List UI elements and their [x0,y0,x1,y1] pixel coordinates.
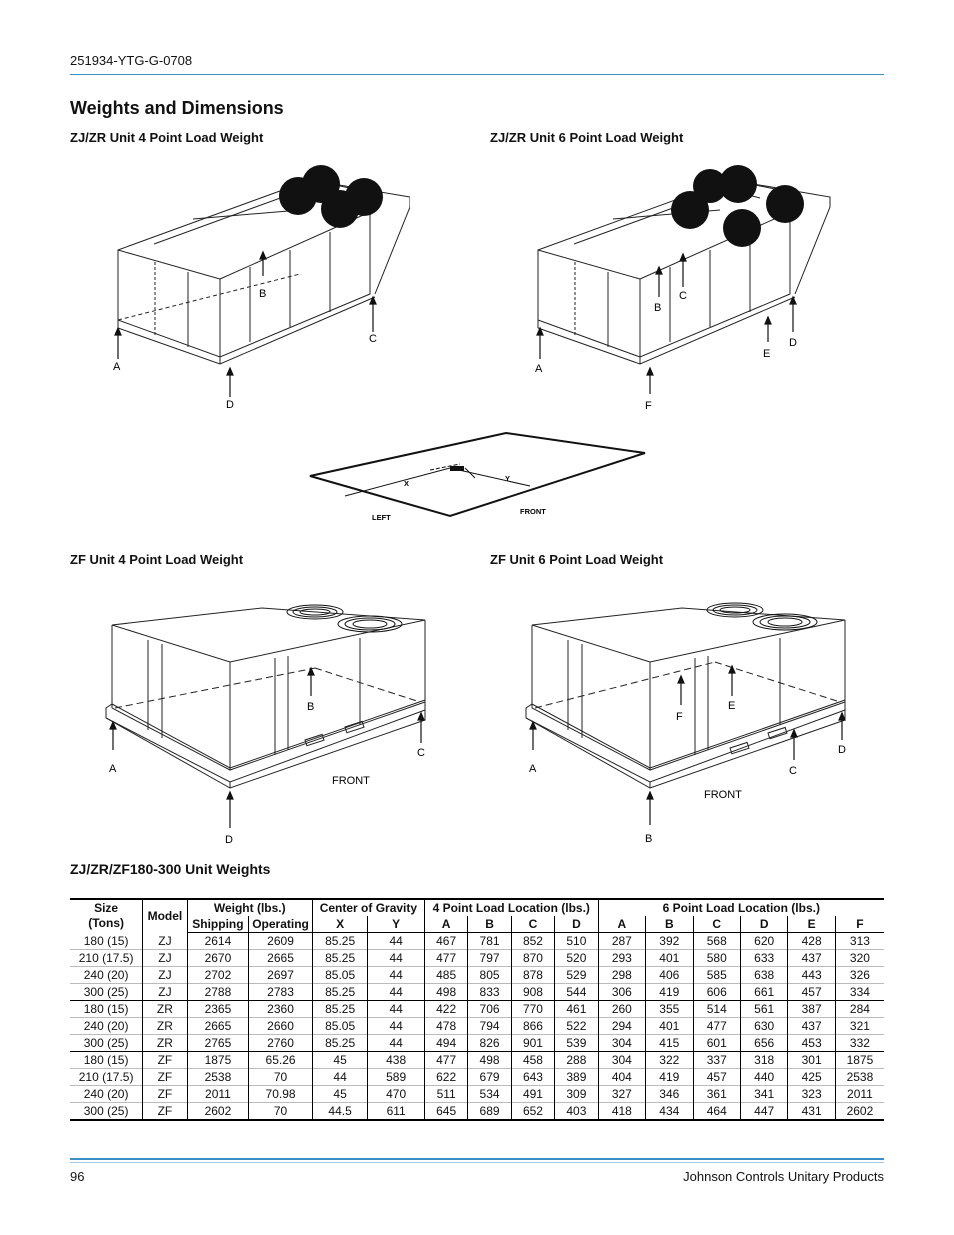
table-cell: 321 [849,1019,870,1033]
cog-y-label: Y [505,474,511,483]
table-cell: 180 (15) [70,1001,143,1018]
table-row [70,1035,884,1052]
col-4-point: 4 Point Load Location (lbs.) [424,899,598,916]
table-cell: ZJ [143,950,187,967]
table-row [70,1001,884,1018]
col-shipping: Shipping [187,916,249,933]
table-cell: 301 [788,1052,835,1069]
table-cell: 431 [788,1103,835,1121]
table-cell: 70 [249,1069,313,1086]
table-cell: 580 [693,950,740,967]
table-cell: 606 [693,984,740,1001]
table-row [70,950,884,967]
front-label: FRONT [332,775,370,787]
table-cell: 1875 [846,1053,874,1067]
figure-title-zjzr-6-point: ZJ/ZR Unit 6 Point Load Weight [490,130,684,145]
table-cell: 478 [424,1018,467,1035]
table-cell: 260 [598,1001,645,1018]
table-cell: 611 [368,1103,425,1121]
col-weight: Weight (lbs.) [187,899,312,916]
table-cell: 491 [511,1086,554,1103]
table-row [70,933,884,950]
table-cell: 457 [693,1069,740,1086]
table-cell: 337 [693,1052,740,1069]
table-cell: 404 [598,1069,645,1086]
table-cell: 44 [368,1035,425,1052]
table-cell: 85.05 [312,1018,368,1035]
footer-rule-thin [70,1162,884,1163]
footer-rule [70,1158,884,1160]
table-cell: 467 [424,933,467,950]
label-b: B [259,288,267,300]
table-cell: 2788 [187,984,249,1001]
table-cell: 210 (17.5) [70,1069,143,1086]
table-cell: 453 [788,1035,835,1052]
table-cell: 85.25 [312,950,368,967]
table-cell: 826 [468,1035,511,1052]
table-cell: 2665 [249,950,313,967]
table-cell: 901 [511,1035,554,1052]
table-cell: 661 [740,984,787,1001]
table-row [70,1086,884,1103]
table-cell: 2697 [249,967,313,984]
table-cell: 770 [511,1001,554,1018]
table-cell: 908 [511,984,554,1001]
table-cell: 387 [788,1001,835,1018]
table-cell: 2702 [187,967,249,984]
table-cell: 2665 [187,1018,249,1035]
table-cell: 85.25 [312,1035,368,1052]
table-cell: 334 [835,984,884,1001]
table-cell: 797 [468,950,511,967]
table-cell: 403 [555,1103,598,1121]
page-number: 96 [70,1169,85,1184]
table-cell: 438 [368,1052,425,1069]
table-cell: 870 [511,950,554,967]
center-of-gravity-diagram [300,428,660,528]
label-b: B [307,701,315,713]
table-cell: 304 [598,1052,645,1069]
table-row [70,984,884,1001]
table-cell: 44 [368,967,425,984]
table-cell: 180 (15) [70,933,143,950]
table-cell: 313 [849,934,870,948]
label-f: F [645,400,652,412]
table-cell: 477 [424,1052,467,1069]
table-cell: 622 [424,1069,467,1086]
header-rule [70,74,884,75]
label-b: B [645,833,653,845]
col-cog: Center of Gravity [312,899,424,916]
table-cell: 320 [849,951,870,965]
table-cell: 520 [555,950,598,967]
table-cell: 298 [598,967,645,984]
table-cell: 306 [598,984,645,1001]
table-cell: 2670 [187,950,249,967]
table-cell: 341 [740,1086,787,1103]
table-cell: 44 [368,1018,425,1035]
section-title: Weights and Dimensions [70,98,284,118]
label-e: E [763,348,771,360]
table-cell: 210 (17.5) [70,950,143,967]
table-cell: 44 [368,950,425,967]
table-cell: 498 [468,1052,511,1069]
col-size: Size (Tons) [70,899,143,933]
table-cell: 45 [312,1052,368,1069]
table-cell: 401 [646,950,693,967]
table-cell: 288 [555,1052,598,1069]
col-x: X [312,916,368,933]
table-cell: 44.5 [312,1103,368,1121]
table-cell: 494 [424,1035,467,1052]
table-cell: 323 [788,1086,835,1103]
table-cell: 392 [646,933,693,950]
label-a: A [109,763,117,775]
label-c: C [789,765,797,777]
table-cell: 65.26 [249,1052,313,1069]
table-cell: 85.05 [312,967,368,984]
figure-title-zf-6-point: ZF Unit 6 Point Load Weight [490,552,664,567]
table-cell: 304 [598,1035,645,1052]
table-cell: 355 [646,1001,693,1018]
table-cell: 434 [646,1103,693,1121]
table-cell: 638 [740,967,787,984]
table-cell: 878 [511,967,554,984]
cog-left-label: LEFT [372,513,391,522]
table-cell: 1875 [187,1052,249,1069]
table-cell: 418 [598,1103,645,1121]
table-cell: 422 [424,1001,467,1018]
table-cell: 544 [555,984,598,1001]
table-cell: 2760 [249,1035,313,1052]
table-cell: 443 [788,967,835,984]
table-cell: 326 [849,968,870,982]
label-a: A [113,361,121,373]
table-cell: 514 [693,1001,740,1018]
table-cell: 428 [788,933,835,950]
table-cell: 401 [646,1018,693,1035]
table-cell: 620 [740,933,787,950]
col-4-a: A [424,916,467,933]
table-cell: 44 [368,984,425,1001]
zjzr-4-point-diagram [100,152,410,422]
table-cell: ZF [143,1069,187,1086]
table-cell: 419 [646,984,693,1001]
table-cell: 2538 [187,1069,249,1086]
table-cell: 2365 [187,1001,249,1018]
table-cell: ZF [143,1052,187,1069]
zf-4-point-diagram [100,600,440,855]
table-cell: 2783 [249,984,313,1001]
table-cell: 477 [693,1018,740,1035]
table-cell: 679 [468,1069,511,1086]
table-cell: 332 [835,1035,884,1052]
table-cell: ZJ [143,984,187,1001]
table-cell: 180 (15) [70,1052,143,1069]
col-4-c: C [511,916,554,933]
table-cell: 689 [468,1103,511,1121]
table-cell: 464 [693,1103,740,1121]
table-cell: 539 [555,1035,598,1052]
table-cell: 511 [424,1086,467,1103]
col-4-b: B [468,916,511,933]
table-cell: 805 [468,967,511,984]
table-cell: 346 [646,1086,693,1103]
table-cell: 585 [693,967,740,984]
table-cell: 294 [598,1018,645,1035]
table-cell: 419 [646,1069,693,1086]
table-cell: 70 [249,1103,313,1121]
table-cell: 852 [511,933,554,950]
table-cell: 498 [424,984,467,1001]
table-cell: 2602 [187,1103,249,1121]
label-d: D [838,744,846,756]
table-cell: 300 (25) [70,984,143,1001]
table-cell: 477 [424,950,467,967]
table-cell: ZJ [143,933,187,950]
table-cell: 415 [646,1035,693,1052]
figure-title-zf-4-point: ZF Unit 4 Point Load Weight [70,552,244,567]
table-cell: 425 [788,1069,835,1086]
table-cell: 44 [312,1069,368,1086]
table-cell: ZJ [143,967,187,984]
table-row [70,967,884,984]
table-cell: 510 [555,933,598,950]
table-cell: 44 [368,933,425,950]
table-cell: 601 [693,1035,740,1052]
table-cell: 45 [312,1086,368,1103]
table-cell: 589 [368,1069,425,1086]
col-6-point: 6 Point Load Location (lbs.) [598,899,884,916]
table-cell: 440 [740,1069,787,1086]
table-cell: 389 [555,1069,598,1086]
table-cell: 2660 [249,1018,313,1035]
label-d: D [789,337,797,349]
table-row [70,1103,884,1121]
table-cell: ZR [143,1035,187,1052]
table-cell: 561 [740,1001,787,1018]
table-cell: 643 [511,1069,554,1086]
table-cell: 437 [788,950,835,967]
table-cell: ZF [143,1103,187,1121]
table-cell: 457 [788,984,835,1001]
table-cell: 447 [740,1103,787,1121]
table-cell: 300 (25) [70,1035,143,1052]
label-f: F [676,711,683,723]
table-cell: 568 [693,933,740,950]
table-cell: 300 (25) [70,1103,143,1121]
front-label: FRONT [704,789,742,801]
table-cell: 85.25 [312,984,368,1001]
col-y: Y [368,916,425,933]
figure-title-zjzr-4-point: ZJ/ZR Unit 4 Point Load Weight [70,130,264,145]
table-cell: 284 [849,1002,870,1016]
table-title: ZJ/ZR/ZF180-300 Unit Weights [70,861,271,877]
zf-6-point-diagram [520,600,860,855]
col-6-f: F [835,916,884,933]
table-row [70,1069,884,1086]
col-4-d: D [555,916,598,933]
col-6-e: E [788,916,835,933]
table-cell: ZR [143,1001,187,1018]
label-a: A [535,363,543,375]
table-cell: 833 [468,984,511,1001]
table-row [70,1052,884,1069]
table-cell: 322 [646,1052,693,1069]
table-cell: 309 [555,1086,598,1103]
col-6-d: D [740,916,787,933]
col-6-b: B [646,916,693,933]
label-e: E [728,700,736,712]
label-d: D [226,399,234,411]
cog-x-label: X [404,479,410,488]
table-cell: 458 [511,1052,554,1069]
table-cell: 85.25 [312,933,368,950]
table-row [70,1018,884,1035]
table-cell: 534 [468,1086,511,1103]
table-cell: 656 [740,1035,787,1052]
document-id: 251934-YTG-G-0708 [70,53,193,68]
table-cell: 240 (20) [70,967,143,984]
col-6-a: A [598,916,645,933]
table-cell: 318 [740,1052,787,1069]
table-cell: 2538 [846,1070,874,1084]
table-cell: 2609 [249,933,313,950]
table-cell: 645 [424,1103,467,1121]
table-cell: 287 [598,933,645,950]
table-cell: ZR [143,1018,187,1035]
table-cell: 70.98 [249,1086,313,1103]
col-6-c: C [693,916,740,933]
table-cell: 327 [598,1086,645,1103]
table-cell: 633 [740,950,787,967]
table-body [70,933,884,1121]
label-b: B [654,302,662,314]
table-cell: 2011 [187,1086,249,1103]
table-cell: 781 [468,933,511,950]
label-c: C [369,333,377,345]
col-operating: Operating [249,916,313,933]
table-cell: 461 [555,1001,598,1018]
table-cell: 406 [646,967,693,984]
table-cell: 2614 [187,933,249,950]
cog-marker [450,466,464,471]
table-cell: 485 [424,967,467,984]
table-cell: 706 [468,1001,511,1018]
table-cell: 470 [368,1086,425,1103]
label-a: A [529,763,537,775]
table-cell: 522 [555,1018,598,1035]
table-cell: 630 [740,1018,787,1035]
unit-weights-table [70,898,884,1121]
publisher-name: Johnson Controls Unitary Products [683,1169,884,1184]
table-cell: 529 [555,967,598,984]
table-cell: 652 [511,1103,554,1121]
col-model: Model [143,899,187,933]
table-cell: 2360 [249,1001,313,1018]
table-cell: 2602 [835,1103,884,1121]
table-cell: 361 [693,1086,740,1103]
table-cell: 240 (20) [70,1018,143,1035]
table-cell: 85.25 [312,1001,368,1018]
zjzr-6-point-diagram [520,152,850,422]
cog-front-label: FRONT [520,507,546,516]
table-cell: 437 [788,1018,835,1035]
table-cell: 2011 [847,1087,873,1101]
table-cell: 44 [368,1001,425,1018]
table-cell: 293 [598,950,645,967]
table-cell: 240 (20) [70,1086,143,1103]
table-cell: 2765 [187,1035,249,1052]
table-cell: 866 [511,1018,554,1035]
label-d: D [225,834,233,846]
label-c: C [417,747,425,759]
table-cell: ZF [143,1086,187,1103]
label-c: C [679,290,687,302]
table-cell: 794 [468,1018,511,1035]
